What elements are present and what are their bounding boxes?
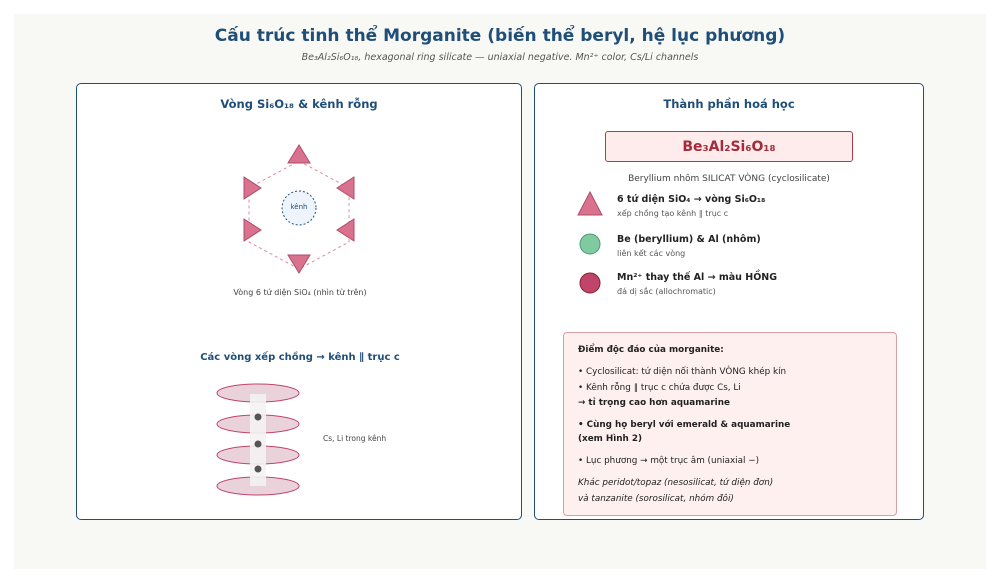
note-line-1: • Cyclosilicat: tứ diện nối thành VÒNG khép kín — [578, 367, 787, 377]
legend-icons — [535, 184, 615, 304]
legend-sub-be-al: liên kết các vòng — [617, 249, 686, 258]
tetrahedron-top — [288, 145, 310, 163]
crimson-circle-icon — [580, 273, 600, 293]
figure-subtitle: Be₃Al₂Si₆O₁₈, hexagonal ring silicate — uniaxial negative. Mn²⁺ color, Cs/Li channels — [301, 52, 699, 63]
note-line-6: • Lục phương → một trục âm (uniaxial −) — [578, 456, 760, 466]
note-line-7: Khác peridot/topaz (nesosilicat, tứ diện đơn) — [578, 478, 774, 488]
note-line-3: → tỉ trọng cao hơn aquamarine — [578, 398, 730, 408]
legend-sub-sio4: xếp chồng tạo kênh ∥ trục c — [617, 209, 729, 218]
channel-label: kênh — [290, 203, 308, 211]
tetrahedron-bottom — [288, 255, 310, 273]
ring-structure-panel — [76, 83, 522, 520]
legend-title-be-al: Be (beryllium) & Al (nhôm) — [617, 234, 761, 245]
tetrahedron-upper-right — [337, 177, 354, 199]
green-circle-icon — [580, 234, 600, 254]
tetrahedron-lower-left — [244, 219, 261, 241]
cs-li-ion-1 — [255, 414, 262, 421]
ring-panel-title: Vòng Si₆O₁₈ & kênh rỗng — [220, 97, 378, 111]
legend-title-mn: Mn²⁺ thay thế Al → màu HỒNG — [617, 272, 778, 283]
tetrahedron-lower-right — [337, 219, 354, 241]
note-line-4: • Cùng họ beryl với emerald & aquamarine — [578, 420, 791, 430]
stack-caption: Cs, Li trong kênh — [323, 434, 387, 443]
note-line-5: (xem Hình 2) — [578, 434, 642, 444]
figure-title: Cấu trúc tinh thể Morganite (biến thể beryl, hệ lục phương) — [214, 26, 786, 46]
triangle-icon — [578, 192, 602, 215]
ring-caption: Vòng 6 tứ diện SiO₄ (nhìn từ trên) — [233, 288, 367, 297]
legend-sub-mn: đá dị sắc (allochromatic) — [617, 287, 716, 296]
formula-box: Be₃Al₂Si₆O₁₈ — [605, 131, 853, 162]
tetrahedron-upper-left — [244, 177, 261, 199]
note-line-2: • Kênh rỗng ∥ trục c chứa được Cs, Li — [578, 383, 741, 393]
chemistry-panel-title: Thành phần hoá học — [663, 97, 795, 111]
chemistry-panel — [534, 83, 924, 520]
note-heading: Điểm độc đáo của morganite: — [578, 345, 724, 355]
stack-title: Các vòng xếp chồng → kênh ∥ trục c — [200, 352, 400, 363]
cs-li-ion-3 — [255, 466, 262, 473]
formula-description: Beryllium nhôm SILICAT VÒNG (cyclosilicate) — [628, 174, 830, 184]
cs-li-ion-2 — [255, 441, 262, 448]
note-line-8: và tanzanite (sorosilicat, nhóm đôi) — [578, 494, 734, 504]
morganite-notes-box — [563, 332, 897, 516]
ring-diagram — [77, 84, 523, 521]
legend-title-sio4: 6 tứ diện SiO₄ → vòng Si₆O₁₈ — [617, 194, 766, 205]
